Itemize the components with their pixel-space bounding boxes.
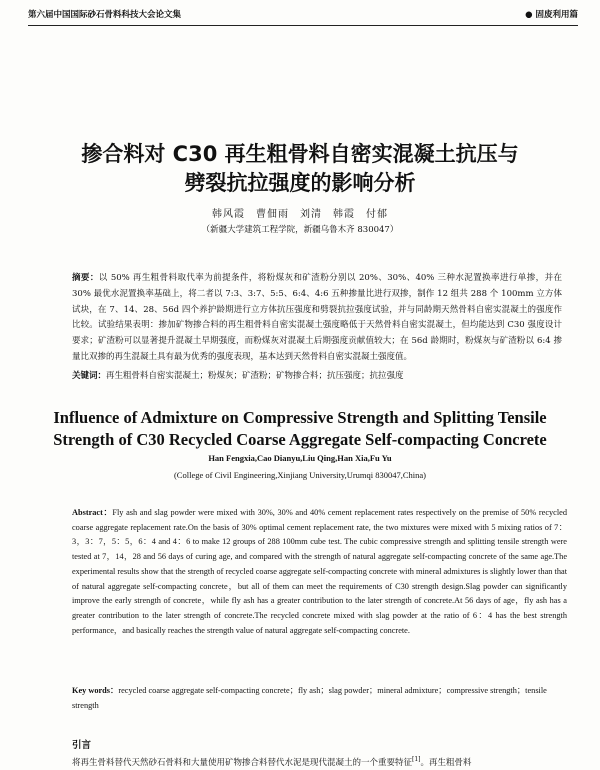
keywords-chinese-text: 再生粗骨料自密实混凝土；粉煤灰；矿渣粉；矿物掺合料；抗压强度；抗拉强度 <box>106 371 404 381</box>
abstract-english-label: Abstract： <box>72 508 113 517</box>
section-label: ● 固废利用篇 <box>525 10 578 20</box>
affiliation-chinese: （新疆大学建筑工程学院，新疆乌鲁木齐 830047） <box>201 225 399 235</box>
keywords-english <box>72 684 567 713</box>
header-rule <box>28 25 578 26</box>
abstract-chinese-label: 摘要： <box>72 273 99 283</box>
keywords-chinese <box>72 369 562 384</box>
keywords-english-text: recycled coarse aggregate self-compacting concrete；fly ash；slag powder；mineral admixture；compressive strength；tensile strength <box>72 686 547 710</box>
title-english-line-1: Influence of Admixture on Compressive Strength and Splitting Tensile <box>53 408 547 427</box>
abstract-chinese-text: 以 50% 再生粗骨料取代率为前提条件，将粉煤灰和矿渣粉分别以 20%、30%、40% 三种水泥置换率进行单掺，并在 30% 最优水泥置换率基础上，将二者以 7:3、3:7、5:5、6:4、4:6 五种掺量比进行双掺，制作 12 组共 288 个 100mm 立方体试块，在 7、14、28、56d 四个养护龄期进行立方体抗压强度和劈裂抗拉强度试验，并与同龄期天然骨料自密实混凝土的强度作比较。试验结果表明：掺加矿物掺合料的再生粗骨料自密实混凝土强度略低于天然骨料自密实混凝土，但均能达到 C30 强度设计要求；矿渣粉可以显著提升混凝土早期强度，而粉煤灰对混凝土后期强度贡献值较大；在 56d 龄期时，粉煤灰与矿渣粉以 6:4 掺量比双掺的再生混凝土具有最为优秀的强度表现，基本达到天然骨料自密实混凝土强度值。 <box>72 273 562 362</box>
abstract-english <box>72 506 567 638</box>
introduction-text: 将再生骨料替代天然砂石骨料和大量使用矿物掺合料替代水泥是现代混凝土的一个重要特征 <box>72 758 413 768</box>
abstract-chinese <box>72 271 562 366</box>
introduction-text-tail: 。再生粗骨料 <box>420 758 472 768</box>
section-heading-introduction: 引言 <box>72 740 92 751</box>
authors-english: Han Fengxia,Cao Dianyu,Liu Qing,Han Xia,Fu Yu <box>208 453 392 463</box>
title-english-line-2: Strength of C30 Recycled Coarse Aggregate Self-compacting Concrete <box>53 430 547 449</box>
title-chinese-line-2: 劈裂抗拉强度的影响分析 <box>184 171 416 195</box>
affiliation-english: (College of Civil Engineering,Xinjiang University,Urumqi 830047,China) <box>173 470 427 480</box>
authors-chinese: 韩风霞 曹佃雨 刘清 韩霞 付郁 <box>212 209 388 220</box>
introduction-paragraph <box>72 756 572 768</box>
keywords-english-label: Key words： <box>72 686 119 695</box>
keywords-chinese-label: 关键词： <box>72 371 107 381</box>
abstract-english-text: Fly ash and slag powder were mixed with 30%, 30% and 40% cement replacement rates respectively on the premise of 50% recycled coarse aggregate replacement rate.On the basis of 30% optimal cement replacement rate, the two mixtures were mixed with 5 mixing ratios of 7：3，3：7，5：5，6：4 and 4：6 to make 12 groups of 288 100mm cube test. The cubic compressive strength and splitting tensile strength were tested at 7，14，28 and 56 days of curing age, and compared with the strength of natural aggregate self-compacting concrete of the same age.The experimental results show that the strength of recycled coarse aggregate self-compacting concrete with mineral admixtures is slightly lower than that of natural aggregate self-compacting concrete，but all of them can meet the requirements of C30 strength design.Slag powder can significantly improve the early strength of concrete，while fly ash has a greater contribution to the later strength of concrete.At 56 days of age，fly ash has a greater contribution to the later strength of concrete.The recycled concrete mixed with slag powder at the ratio of 6：4 has the best strength performance，and basically reaches the strength value of natural aggregate self-compacting concrete. <box>72 508 567 635</box>
title-chinese <box>20 140 580 198</box>
title-chinese-line-1: 掺合料对 C30 再生粗骨料自密实混凝土抗压与 <box>81 142 519 166</box>
journal-name: 第六届中国国际砂石骨料科技大会论文集 <box>28 10 182 20</box>
title-english <box>20 407 580 451</box>
citation-reference: [1] <box>412 756 421 764</box>
